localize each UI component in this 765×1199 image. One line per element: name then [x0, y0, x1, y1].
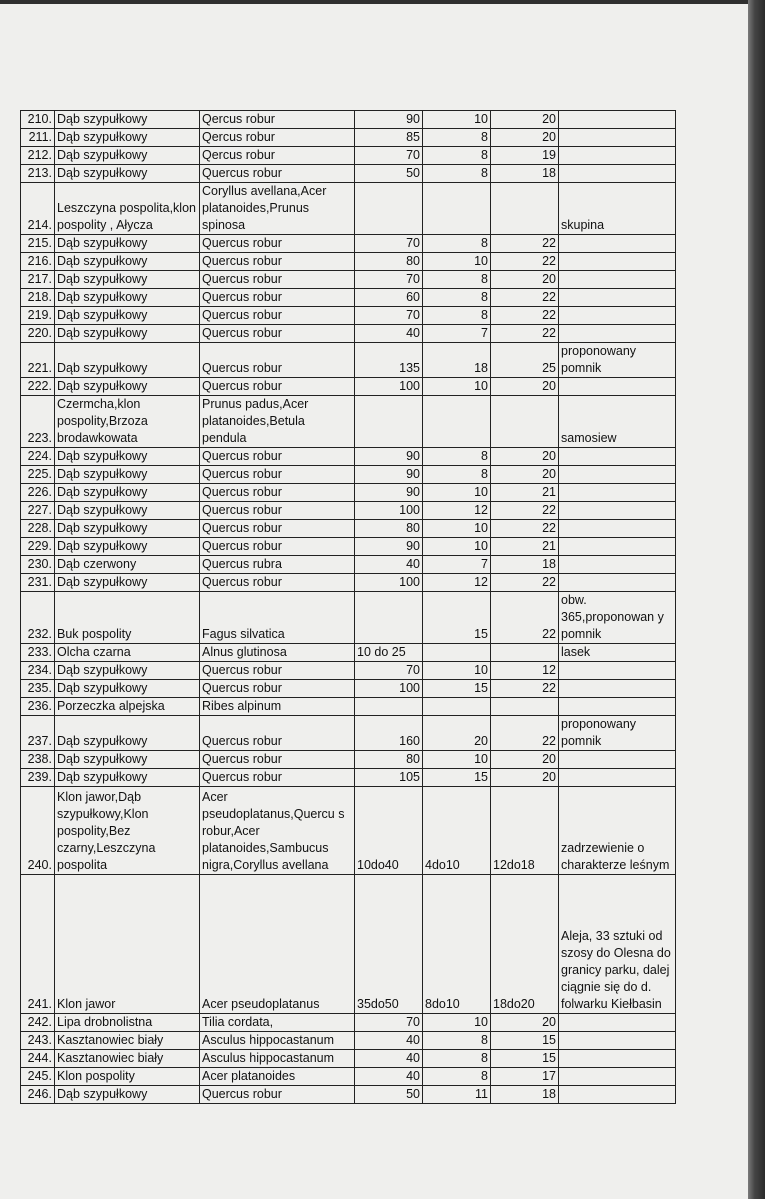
table-row	[21, 448, 676, 466]
polish-name-cell: Kasztanowiec biały	[55, 1032, 200, 1050]
polish-name-cell: Dąb szypułkowy	[55, 751, 200, 769]
value-b-cell: 4do10	[423, 787, 491, 875]
row-number-cell: 224.	[21, 448, 55, 466]
value-b-cell: 10	[423, 662, 491, 680]
value-c-cell: 20	[491, 448, 559, 466]
row-number-cell: 236.	[21, 698, 55, 716]
latin-name-cell: Quercus robur	[200, 751, 355, 769]
row-number-cell: 233.	[21, 644, 55, 662]
value-c-cell: 19	[491, 147, 559, 165]
latin-name-cell: Quercus robur	[200, 680, 355, 698]
table-row	[21, 271, 676, 289]
latin-name-cell: Coryllus avellana,Acer platanoides,Prunus spinosa	[200, 183, 355, 235]
latin-name-cell: Quercus robur	[200, 343, 355, 378]
value-c-cell: 20	[491, 271, 559, 289]
value-c-cell: 22	[491, 307, 559, 325]
latin-name-cell: Qercus robur	[200, 111, 355, 129]
latin-name-cell: Acer platanoides	[200, 1068, 355, 1086]
latin-name-cell: Tilia cordata,	[200, 1014, 355, 1032]
value-b-cell: 18	[423, 343, 491, 378]
value-c-cell: 18	[491, 165, 559, 183]
latin-name-cell: Quercus robur	[200, 466, 355, 484]
latin-name-cell: Quercus robur	[200, 325, 355, 343]
value-a-cell: 10do40	[355, 787, 423, 875]
latin-name-cell: Quercus robur	[200, 662, 355, 680]
note-cell	[559, 556, 676, 574]
value-b-cell: 8do10	[423, 875, 491, 1014]
note-cell: proponowany pomnik	[559, 343, 676, 378]
polish-name-cell: Dąb szypułkowy	[55, 253, 200, 271]
value-b-cell: 12	[423, 502, 491, 520]
latin-name-cell: Ribes alpinum	[200, 698, 355, 716]
value-b-cell: 8	[423, 307, 491, 325]
note-cell	[559, 448, 676, 466]
value-c-cell: 18do20	[491, 875, 559, 1014]
table-row	[21, 502, 676, 520]
value-a-cell: 100	[355, 574, 423, 592]
value-a-cell: 40	[355, 1050, 423, 1068]
latin-name-cell: Quercus robur	[200, 271, 355, 289]
value-c-cell: 22	[491, 574, 559, 592]
polish-name-cell: Porzeczka alpejska	[55, 698, 200, 716]
table-row	[21, 698, 676, 716]
value-c-cell: 22	[491, 253, 559, 271]
table-row	[21, 129, 676, 147]
value-a-cell: 80	[355, 751, 423, 769]
value-a-cell: 90	[355, 448, 423, 466]
row-number-cell: 212.	[21, 147, 55, 165]
value-b-cell: 8	[423, 1068, 491, 1086]
value-a-cell: 50	[355, 1086, 423, 1104]
value-a-cell: 80	[355, 520, 423, 538]
value-b-cell: 8	[423, 271, 491, 289]
table-row	[21, 235, 676, 253]
latin-name-cell: Quercus robur	[200, 235, 355, 253]
value-c-cell: 22	[491, 502, 559, 520]
note-cell: Aleja, 33 sztuki od szosy do Olesna do granicy parku, dalej ciągnie się do d. folwarku Kiełbasin	[559, 875, 676, 1014]
value-a-cell: 70	[355, 1014, 423, 1032]
value-a-cell	[355, 698, 423, 716]
tree-inventory-table	[20, 110, 676, 1104]
value-c-cell	[491, 698, 559, 716]
latin-name-cell: Quercus rubra	[200, 556, 355, 574]
value-b-cell	[423, 644, 491, 662]
table-row	[21, 875, 676, 1014]
table-row	[21, 1032, 676, 1050]
row-number-cell: 238.	[21, 751, 55, 769]
polish-name-cell: Dąb szypułkowy	[55, 484, 200, 502]
polish-name-cell: Dąb czerwony	[55, 556, 200, 574]
table-row	[21, 769, 676, 787]
value-b-cell: 10	[423, 520, 491, 538]
value-a-cell: 160	[355, 716, 423, 751]
row-number-cell: 246.	[21, 1086, 55, 1104]
note-cell	[559, 1050, 676, 1068]
value-a-cell: 100	[355, 502, 423, 520]
value-a-cell: 90	[355, 111, 423, 129]
note-cell	[559, 698, 676, 716]
value-b-cell: 8	[423, 448, 491, 466]
note-cell	[559, 1014, 676, 1032]
polish-name-cell: Dąb szypułkowy	[55, 378, 200, 396]
table-row	[21, 662, 676, 680]
latin-name-cell: Quercus robur	[200, 520, 355, 538]
table-row	[21, 1014, 676, 1032]
polish-name-cell: Dąb szypułkowy	[55, 716, 200, 751]
row-number-cell: 244.	[21, 1050, 55, 1068]
value-a-cell: 90	[355, 538, 423, 556]
value-b-cell: 20	[423, 716, 491, 751]
value-c-cell: 22	[491, 235, 559, 253]
polish-name-cell: Dąb szypułkowy	[55, 662, 200, 680]
value-b-cell: 10	[423, 1014, 491, 1032]
value-a-cell: 100	[355, 378, 423, 396]
polish-name-cell: Dąb szypułkowy	[55, 769, 200, 787]
polish-name-cell: Klon jawor	[55, 875, 200, 1014]
table-row	[21, 1050, 676, 1068]
value-a-cell: 70	[355, 147, 423, 165]
table-row	[21, 147, 676, 165]
row-number-cell: 231.	[21, 574, 55, 592]
latin-name-cell: Quercus robur	[200, 448, 355, 466]
polish-name-cell: Dąb szypułkowy	[55, 448, 200, 466]
latin-name-cell: Quercus robur	[200, 769, 355, 787]
value-c-cell: 15	[491, 1050, 559, 1068]
note-cell	[559, 111, 676, 129]
note-cell	[559, 325, 676, 343]
value-c-cell	[491, 644, 559, 662]
latin-name-cell: Acer pseudoplatanus	[200, 875, 355, 1014]
polish-name-cell: Dąb szypułkowy	[55, 271, 200, 289]
note-cell	[559, 1032, 676, 1050]
value-b-cell: 7	[423, 325, 491, 343]
value-c-cell	[491, 396, 559, 448]
value-b-cell: 7	[423, 556, 491, 574]
value-a-cell: 10 do 25	[355, 644, 423, 662]
value-b-cell: 15	[423, 769, 491, 787]
value-b-cell: 8	[423, 165, 491, 183]
table-row	[21, 680, 676, 698]
value-b-cell: 15	[423, 592, 491, 644]
polish-name-cell: Dąb szypułkowy	[55, 680, 200, 698]
latin-name-cell: Asculus hippocastanum	[200, 1032, 355, 1050]
row-number-cell: 222.	[21, 378, 55, 396]
value-c-cell: 20	[491, 378, 559, 396]
latin-name-cell: Quercus robur	[200, 502, 355, 520]
note-cell	[559, 307, 676, 325]
value-c-cell: 20	[491, 751, 559, 769]
value-b-cell: 10	[423, 111, 491, 129]
note-cell	[559, 147, 676, 165]
value-a-cell: 50	[355, 165, 423, 183]
table-row	[21, 1086, 676, 1104]
value-b-cell: 11	[423, 1086, 491, 1104]
value-c-cell: 12	[491, 662, 559, 680]
row-number-cell: 241.	[21, 875, 55, 1014]
latin-name-cell: Quercus robur	[200, 716, 355, 751]
note-cell	[559, 662, 676, 680]
value-b-cell: 8	[423, 289, 491, 307]
value-a-cell: 40	[355, 325, 423, 343]
row-number-cell: 211.	[21, 129, 55, 147]
row-number-cell: 221.	[21, 343, 55, 378]
table-row	[21, 378, 676, 396]
polish-name-cell: Dąb szypułkowy	[55, 325, 200, 343]
value-a-cell: 60	[355, 289, 423, 307]
table-row	[21, 787, 676, 875]
latin-name-cell: Asculus hippocastanum	[200, 1050, 355, 1068]
value-c-cell: 12do18	[491, 787, 559, 875]
table-row	[21, 253, 676, 271]
polish-name-cell: Dąb szypułkowy	[55, 289, 200, 307]
note-cell: proponowany pomnik	[559, 716, 676, 751]
table-row	[21, 556, 676, 574]
value-a-cell	[355, 592, 423, 644]
note-cell	[559, 289, 676, 307]
value-b-cell: 8	[423, 1050, 491, 1068]
polish-name-cell: Olcha czarna	[55, 644, 200, 662]
value-a-cell: 40	[355, 1032, 423, 1050]
table-row	[21, 574, 676, 592]
value-a-cell	[355, 396, 423, 448]
polish-name-cell: Lipa drobnolistna	[55, 1014, 200, 1032]
table-row	[21, 538, 676, 556]
row-number-cell: 242.	[21, 1014, 55, 1032]
row-number-cell: 217.	[21, 271, 55, 289]
latin-name-cell: Quercus robur	[200, 484, 355, 502]
note-cell	[559, 502, 676, 520]
value-a-cell: 40	[355, 1068, 423, 1086]
latin-name-cell: Quercus robur	[200, 289, 355, 307]
value-a-cell: 70	[355, 271, 423, 289]
polish-name-cell: Dąb szypułkowy	[55, 111, 200, 129]
polish-name-cell: Klon pospolity	[55, 1068, 200, 1086]
note-cell	[559, 769, 676, 787]
table-row	[21, 343, 676, 378]
value-c-cell: 18	[491, 1086, 559, 1104]
note-cell	[559, 1086, 676, 1104]
polish-name-cell: Klon jawor,Dąb szypułkowy,Klon pospolity,Bez czarny,Leszczyna pospolita	[55, 787, 200, 875]
note-cell	[559, 129, 676, 147]
value-c-cell: 20	[491, 769, 559, 787]
table-row	[21, 165, 676, 183]
polish-name-cell: Dąb szypułkowy	[55, 502, 200, 520]
value-a-cell: 70	[355, 307, 423, 325]
table-row	[21, 111, 676, 129]
table-row	[21, 520, 676, 538]
polish-name-cell: Dąb szypułkowy	[55, 307, 200, 325]
row-number-cell: 237.	[21, 716, 55, 751]
value-c-cell: 25	[491, 343, 559, 378]
row-number-cell: 230.	[21, 556, 55, 574]
note-cell	[559, 538, 676, 556]
latin-name-cell: Qercus robur	[200, 129, 355, 147]
row-number-cell: 225.	[21, 466, 55, 484]
value-a-cell: 70	[355, 235, 423, 253]
row-number-cell: 223.	[21, 396, 55, 448]
value-b-cell: 12	[423, 574, 491, 592]
table-body	[21, 111, 676, 1104]
value-c-cell: 20	[491, 466, 559, 484]
latin-name-cell: Alnus glutinosa	[200, 644, 355, 662]
value-c-cell: 21	[491, 484, 559, 502]
value-b-cell: 8	[423, 235, 491, 253]
value-b-cell: 10	[423, 538, 491, 556]
note-cell: lasek	[559, 644, 676, 662]
scan-right-edge	[748, 0, 765, 1199]
latin-name-cell: Quercus robur	[200, 574, 355, 592]
row-number-cell: 215.	[21, 235, 55, 253]
value-a-cell: 35do50	[355, 875, 423, 1014]
polish-name-cell: Dąb szypułkowy	[55, 147, 200, 165]
latin-name-cell: Quercus robur	[200, 378, 355, 396]
value-c-cell: 22	[491, 325, 559, 343]
value-b-cell: 10	[423, 484, 491, 502]
value-a-cell: 100	[355, 680, 423, 698]
value-b-cell: 10	[423, 751, 491, 769]
note-cell	[559, 378, 676, 396]
value-c-cell: 15	[491, 1032, 559, 1050]
row-number-cell: 234.	[21, 662, 55, 680]
note-cell	[559, 165, 676, 183]
polish-name-cell: Dąb szypułkowy	[55, 466, 200, 484]
table-row	[21, 1068, 676, 1086]
table-row	[21, 325, 676, 343]
value-b-cell: 8	[423, 129, 491, 147]
latin-name-cell: Quercus robur	[200, 1086, 355, 1104]
latin-name-cell: Qercus robur	[200, 147, 355, 165]
value-c-cell: 17	[491, 1068, 559, 1086]
value-b-cell	[423, 698, 491, 716]
table-row	[21, 484, 676, 502]
note-cell	[559, 751, 676, 769]
polish-name-cell: Czermcha,klon pospolity,Brzoza brodawkowata	[55, 396, 200, 448]
value-b-cell: 15	[423, 680, 491, 698]
note-cell: samosiew	[559, 396, 676, 448]
table-row	[21, 183, 676, 235]
value-a-cell: 80	[355, 253, 423, 271]
latin-name-cell: Prunus padus,Acer platanoides,Betula pendula	[200, 396, 355, 448]
value-a-cell: 85	[355, 129, 423, 147]
note-cell	[559, 253, 676, 271]
note-cell	[559, 235, 676, 253]
value-a-cell: 105	[355, 769, 423, 787]
table-row	[21, 592, 676, 644]
polish-name-cell: Dąb szypułkowy	[55, 129, 200, 147]
row-number-cell: 228.	[21, 520, 55, 538]
latin-name-cell: Acer pseudoplatanus,Quercu s robur,Acer platanoides,Sambucus nigra,Coryllus avellana	[200, 787, 355, 875]
value-c-cell: 20	[491, 129, 559, 147]
note-cell	[559, 1068, 676, 1086]
value-c-cell	[491, 183, 559, 235]
value-b-cell: 8	[423, 1032, 491, 1050]
table-row	[21, 307, 676, 325]
row-number-cell: 245.	[21, 1068, 55, 1086]
value-a-cell: 70	[355, 662, 423, 680]
table-row	[21, 466, 676, 484]
row-number-cell: 213.	[21, 165, 55, 183]
value-b-cell: 8	[423, 147, 491, 165]
polish-name-cell: Leszczyna pospolita,klon pospolity , Ałycza	[55, 183, 200, 235]
value-b-cell: 8	[423, 466, 491, 484]
note-cell: obw. 365,proponowan y pomnik	[559, 592, 676, 644]
table-row	[21, 716, 676, 751]
polish-name-cell: Dąb szypułkowy	[55, 1086, 200, 1104]
row-number-cell: 243.	[21, 1032, 55, 1050]
note-cell	[559, 680, 676, 698]
value-c-cell: 22	[491, 520, 559, 538]
note-cell	[559, 574, 676, 592]
note-cell: zadrzewienie o charakterze leśnym	[559, 787, 676, 875]
value-b-cell: 10	[423, 253, 491, 271]
latin-name-cell: Quercus robur	[200, 538, 355, 556]
value-c-cell: 21	[491, 538, 559, 556]
note-cell	[559, 271, 676, 289]
note-cell	[559, 484, 676, 502]
row-number-cell: 218.	[21, 289, 55, 307]
value-c-cell: 22	[491, 289, 559, 307]
polish-name-cell: Dąb szypułkowy	[55, 538, 200, 556]
polish-name-cell: Dąb szypułkowy	[55, 520, 200, 538]
row-number-cell: 226.	[21, 484, 55, 502]
row-number-cell: 235.	[21, 680, 55, 698]
note-cell: skupina	[559, 183, 676, 235]
polish-name-cell: Dąb szypułkowy	[55, 343, 200, 378]
latin-name-cell: Fagus silvatica	[200, 592, 355, 644]
polish-name-cell: Dąb szypułkowy	[55, 574, 200, 592]
row-number-cell: 229.	[21, 538, 55, 556]
row-number-cell: 216.	[21, 253, 55, 271]
value-a-cell: 135	[355, 343, 423, 378]
value-b-cell	[423, 183, 491, 235]
value-c-cell: 22	[491, 592, 559, 644]
value-a-cell: 40	[355, 556, 423, 574]
row-number-cell: 239.	[21, 769, 55, 787]
value-c-cell: 20	[491, 1014, 559, 1032]
latin-name-cell: Quercus robur	[200, 165, 355, 183]
polish-name-cell: Buk pospolity	[55, 592, 200, 644]
row-number-cell: 220.	[21, 325, 55, 343]
table-row	[21, 396, 676, 448]
row-number-cell: 227.	[21, 502, 55, 520]
row-number-cell: 214.	[21, 183, 55, 235]
value-b-cell	[423, 396, 491, 448]
row-number-cell: 240.	[21, 787, 55, 875]
value-a-cell	[355, 183, 423, 235]
value-a-cell: 90	[355, 466, 423, 484]
value-c-cell: 18	[491, 556, 559, 574]
latin-name-cell: Quercus robur	[200, 307, 355, 325]
value-b-cell: 10	[423, 378, 491, 396]
note-cell	[559, 466, 676, 484]
table-row	[21, 289, 676, 307]
note-cell	[559, 520, 676, 538]
row-number-cell: 219.	[21, 307, 55, 325]
latin-name-cell: Quercus robur	[200, 253, 355, 271]
polish-name-cell: Dąb szypułkowy	[55, 235, 200, 253]
value-c-cell: 20	[491, 111, 559, 129]
value-c-cell: 22	[491, 680, 559, 698]
row-number-cell: 210.	[21, 111, 55, 129]
table-row	[21, 644, 676, 662]
value-a-cell: 90	[355, 484, 423, 502]
table-row	[21, 751, 676, 769]
row-number-cell: 232.	[21, 592, 55, 644]
value-c-cell: 22	[491, 716, 559, 751]
polish-name-cell: Dąb szypułkowy	[55, 165, 200, 183]
polish-name-cell: Kasztanowiec biały	[55, 1050, 200, 1068]
